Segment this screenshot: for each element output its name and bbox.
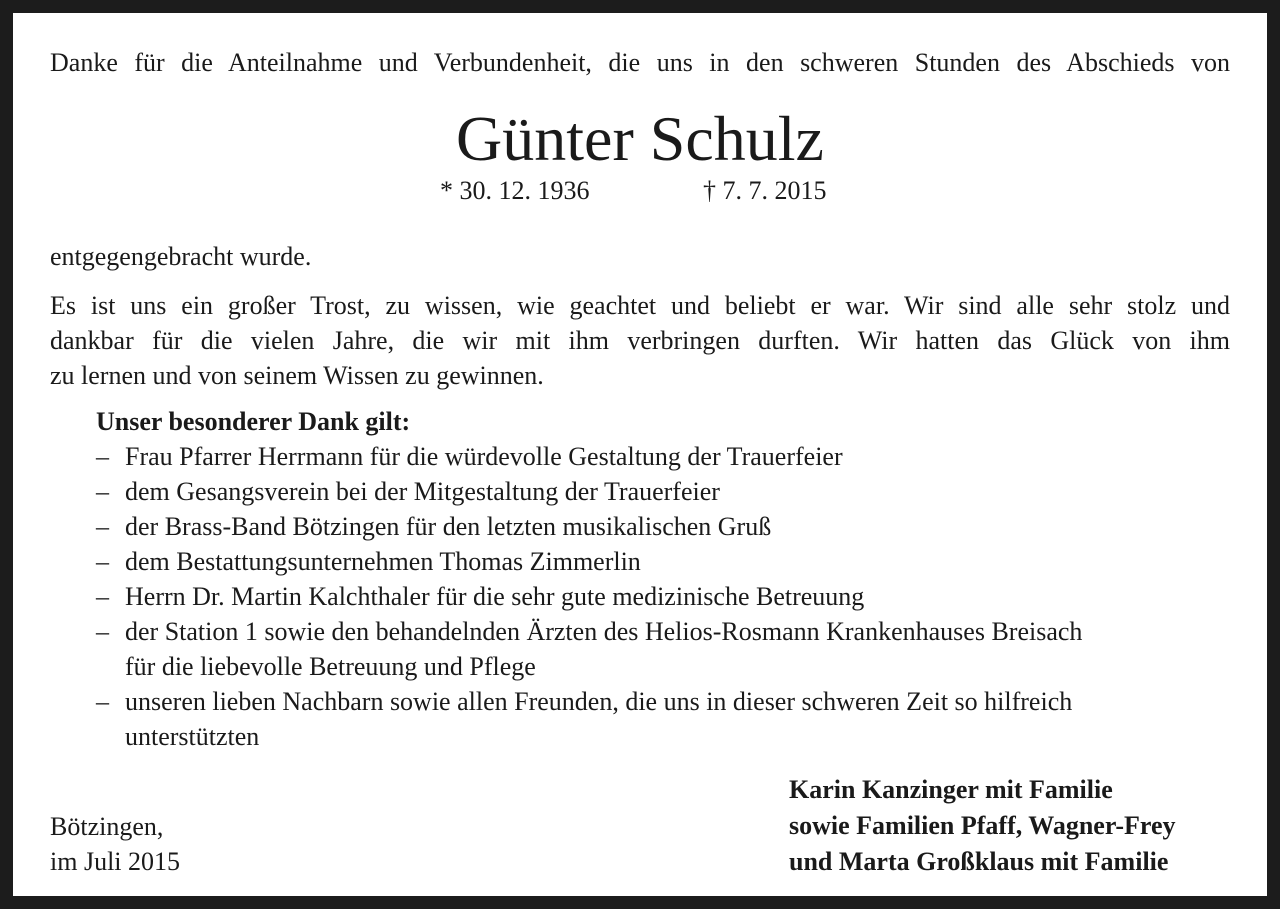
signature-line: und Marta Großklaus mit Familie	[789, 847, 1169, 876]
list-dash: –	[96, 547, 109, 576]
paragraph-line: dankbar für die vielen Jahre, die wir mit ihm verbringen durften. Wir hatten das Glück von ihm	[50, 326, 1230, 355]
list-dash: –	[96, 512, 109, 541]
list-dash: –	[96, 442, 109, 471]
received-text: entgegengebracht wurde.	[50, 242, 312, 271]
date-text: im Juli 2015	[50, 847, 181, 876]
birth-date: * 30. 12. 1936	[440, 176, 590, 205]
list-item-continuation: unterstützten	[125, 722, 260, 751]
list-dash: –	[96, 582, 109, 611]
thanks-heading: Unser besonderer Dank gilt:	[96, 407, 411, 436]
list-item: Frau Pfarrer Herrmann für die würdevolle Gestaltung der Trauerfeier	[125, 442, 843, 471]
signature-line: sowie Familien Pfaff, Wagner-Frey	[789, 811, 1176, 840]
death-date: † 7. 7. 2015	[703, 176, 827, 205]
intro-text: Danke für die Anteilnahme und Verbundenheit, die uns in den schweren Stunden des Abschieds von	[50, 48, 1230, 77]
list-item: der Brass-Band Bötzingen für den letzten musikalischen Gruß	[125, 512, 772, 541]
place-text: Bötzingen,	[50, 812, 164, 841]
deceased-name: Günter Schulz	[456, 103, 824, 174]
paragraph-line: Es ist uns ein großer Trost, zu wissen, wie geachtet und beliebt er war. Wir sind alle sehr stolz und	[50, 291, 1230, 320]
list-dash: –	[96, 617, 109, 646]
list-item: Herrn Dr. Martin Kalchthaler für die sehr gute medizinische Betreuung	[125, 582, 865, 611]
list-item: dem Bestattungsunternehmen Thomas Zimmerlin	[125, 547, 641, 576]
list-item: der Station 1 sowie den behandelnden Ärzten des Helios-Rosmann Krankenhauses Breisach	[125, 617, 1083, 646]
list-item: dem Gesangsverein bei der Mitgestaltung der Trauerfeier	[125, 477, 720, 506]
paragraph-line: zu lernen und von seinem Wissen zu gewinnen.	[50, 361, 544, 390]
list-item: unseren lieben Nachbarn sowie allen Freunden, die uns in dieser schweren Zeit so hilfreich	[125, 687, 1073, 716]
list-dash: –	[96, 477, 109, 506]
list-dash: –	[96, 687, 109, 716]
list-item-continuation: für die liebevolle Betreuung und Pflege	[125, 652, 536, 681]
signature-line: Karin Kanzinger mit Familie	[789, 775, 1113, 804]
